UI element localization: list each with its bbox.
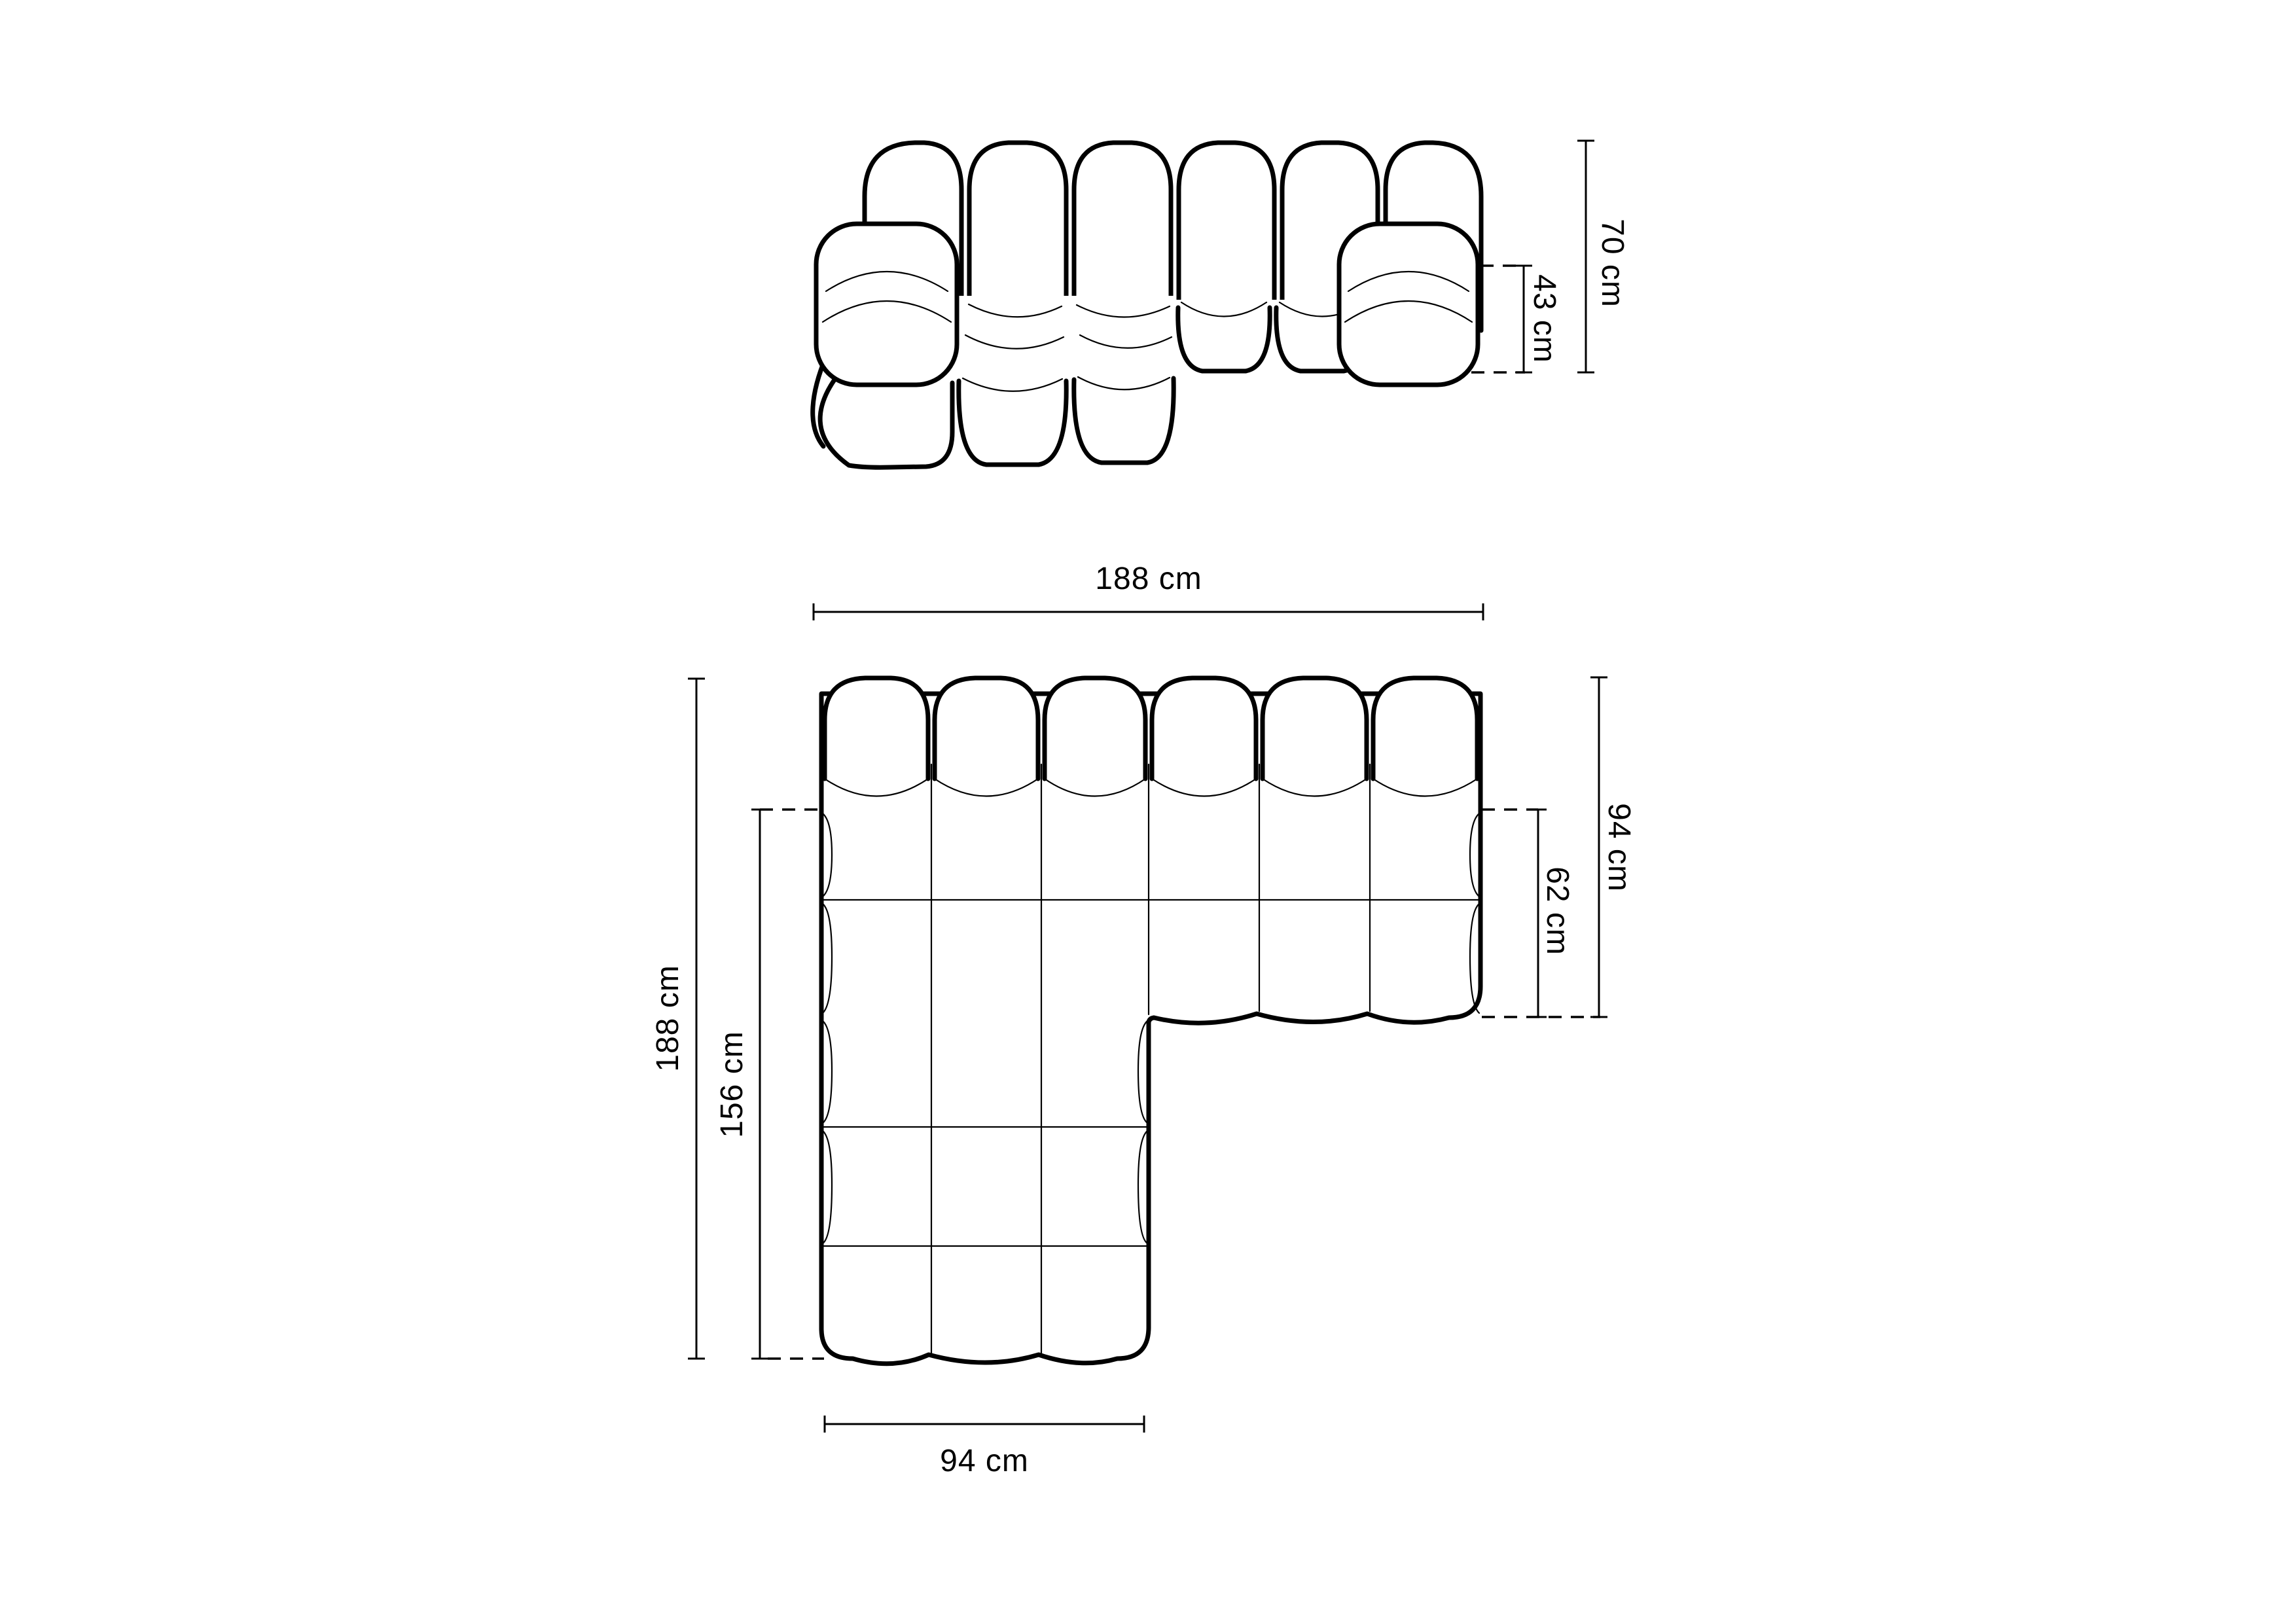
plan-back-cushion (1045, 678, 1145, 779)
plan-back-cushion (1152, 678, 1256, 779)
dimension-total-width (814, 562, 1483, 620)
dimension-seat-depth (1530, 810, 1575, 1017)
front-view-drawing (813, 141, 1630, 467)
dim-label-total-height: 70 cm (1595, 219, 1630, 308)
right-armrest (1339, 224, 1478, 385)
plan-back-cushion (935, 678, 1038, 779)
plan-body-outline (821, 694, 1480, 1364)
dim-label-chaise-width: 94 cm (940, 1444, 1029, 1478)
plan-back-cushion (1263, 678, 1367, 779)
left-armrest (816, 224, 957, 385)
dimension-total-height (1577, 141, 1630, 372)
front-view-dimensions (1471, 141, 1630, 372)
dimension-chaise-width (825, 1416, 1144, 1478)
dim-label-chaise-length: 156 cm (715, 1031, 749, 1138)
plan-view-drawing (651, 562, 1636, 1478)
dimension-total-depth (651, 679, 705, 1359)
plan-back-cushion (825, 678, 928, 779)
dimension-seat-height (1515, 266, 1562, 372)
dimension-side-depth (1590, 677, 1636, 1017)
dim-label-seat-height: 43 cm (1527, 274, 1562, 363)
dim-label-total-depth: 188 cm (651, 965, 685, 1072)
dim-label-seat-depth: 62 cm (1540, 866, 1575, 955)
plan-back-cushion (1373, 678, 1477, 779)
dim-label-side-depth: 94 cm (1602, 803, 1636, 892)
dimension-chaise-length (715, 810, 768, 1359)
dim-label-total-width: 188 cm (1095, 562, 1202, 596)
